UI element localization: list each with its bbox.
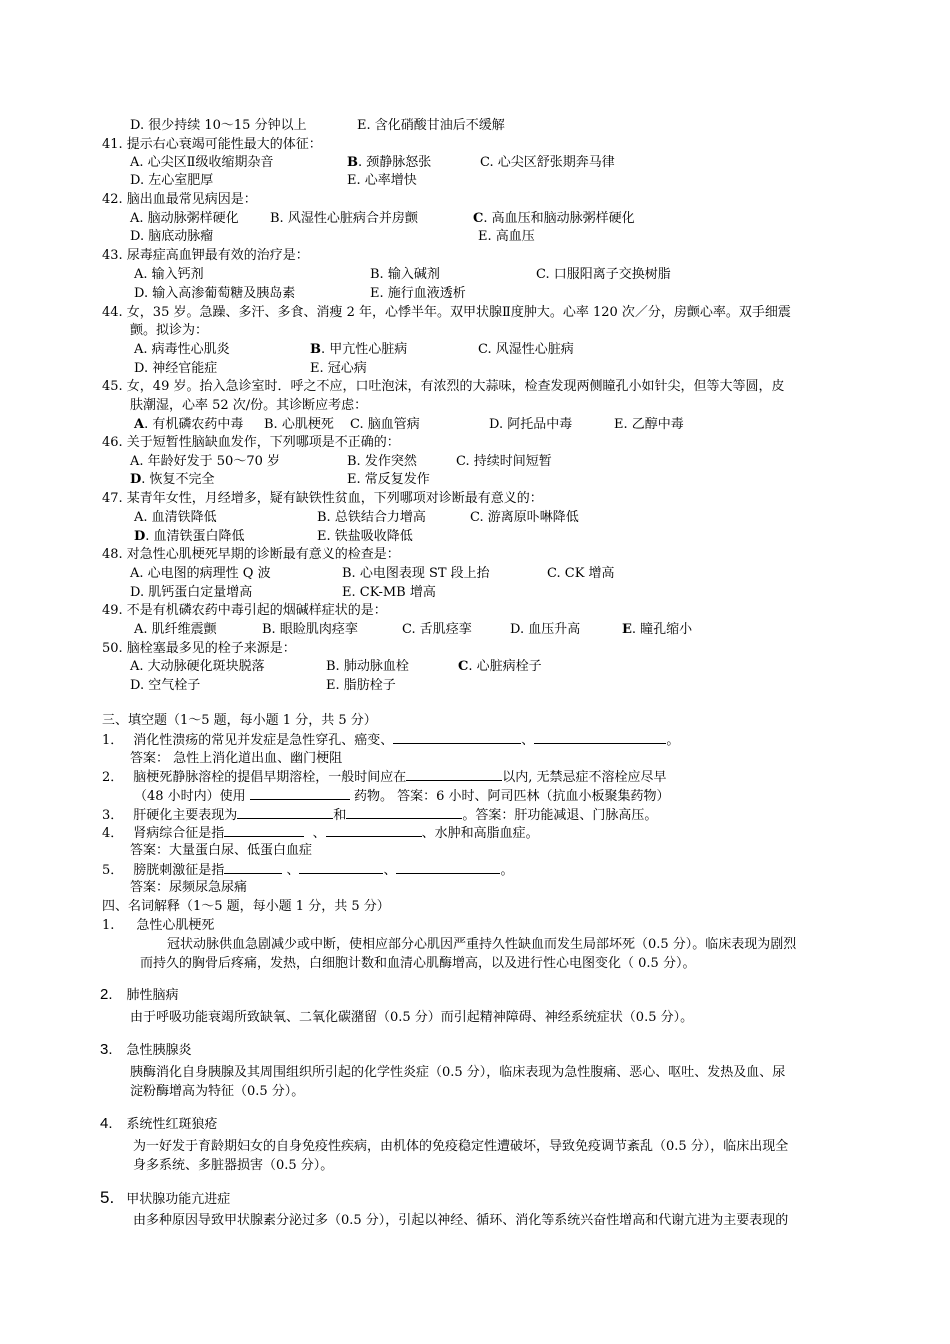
q48-stem: 48. 对急性心肌梗死早期的诊断最有意义的检查是： (102, 547, 400, 562)
fill-q5-answer: 答案：尿频尿急尿痛 (130, 880, 248, 895)
term-3-title: 3. 急性胰腺炎 (100, 1041, 192, 1058)
q41-option-e: E. 心率增快 (347, 173, 417, 188)
q44-option-a: A. 病毒性心肌炎 (134, 342, 230, 357)
q45-option-d: D. 阿托品中毒 (489, 417, 573, 432)
q49-option-b: B. 眼睑肌肉痉挛 (262, 622, 358, 637)
term-4-title: 4. 系统性红斑狼疮 (100, 1115, 218, 1132)
fill-q2-line2: （48 小时内）使用 药物。 答案：6 小时、阿司匹林（抗血小板聚集药物） (134, 789, 670, 804)
q46-option-b: B. 发作突然 (347, 454, 417, 469)
q41-option-b: B. 颈静脉怒张 (347, 155, 432, 170)
blank-line (406, 768, 502, 781)
fill-q1: 1． 消化性溃疡的常见并发症是急性穿孔、癌变、 、 。 (102, 733, 680, 748)
q43-option-b: B. 输入碱剂 (370, 267, 440, 282)
fill-q3: 3． 肝硬化主要表现为 和 。答案：肝功能减退、门脉高压。 (102, 808, 658, 823)
blank-line (396, 861, 500, 874)
q47-option-e: E. 铁盐吸收降低 (317, 529, 413, 544)
q48-option-a: A. 心电图的病理性 Q 波 (130, 566, 271, 581)
q49-stem: 49. 不是有机磷农药中毒引起的烟碱样症状的是： (102, 603, 387, 618)
blank-line (393, 731, 521, 744)
q50-option-a: A. 大动脉硬化斑块脱落 (130, 659, 265, 674)
q47-option-d: D. 血清铁蛋白降低 (134, 529, 245, 544)
q47-option-c: C. 游离原卟啉降低 (470, 510, 579, 525)
blank-line (250, 787, 350, 800)
q46-option-c: C. 持续时间短暂 (456, 454, 552, 469)
q47-option-a: A. 血清铁降低 (134, 510, 217, 525)
fill-q4: 4． 肾病综合征是指 、 、水肿和高脂血症。 (102, 826, 539, 841)
term-3-line2: 淀粉酶增高为特征（0.5 分）。 (130, 1084, 305, 1099)
fill-q5: 5． 膀胱刺激征是指 、 、 。 (102, 863, 514, 878)
q42-option-c: C. 高血压和脑动脉粥样硬化 (473, 211, 635, 226)
q41-option-d: D. 左心室肥厚 (130, 173, 214, 188)
fill-section-heading: 三、填空题（1～5 题，每小题 1 分，共 5 分） (102, 713, 377, 728)
q42-option-b: B. 风湿性心脏病合并房颤 (270, 211, 418, 226)
q41-option-c: C. 心尖区舒张期奔马律 (480, 155, 615, 170)
q49-option-d: D. 血压升高 (510, 622, 581, 637)
term-2-line1: 由于呼吸功能衰竭所致缺氧、二氧化碳潴留（0.5 分）而引起精神障碍、神经系统症状（0.5 分）。 (130, 1010, 694, 1025)
q41-stem: 41. 提示右心衰竭可能性最大的体征： (102, 137, 322, 152)
q49-option-e: E. 瞳孔缩小 (622, 622, 693, 637)
q46-option-a: A. 年龄好发于 50～70 岁 (130, 454, 281, 469)
q42-stem: 42. 脑出血最常见病因是： (102, 192, 257, 207)
q45-stem-line1: 45. 女，49 岁。抬入急诊室时．呼之不应，口吐泡沫，有浓烈的大蒜味，检查发现两侧瞳孔小如针尖，但等大等圆，皮 (102, 379, 785, 394)
q45-option-e: E. 乙醇中毒 (614, 417, 684, 432)
term-2-title: 2. 肺性脑病 (100, 986, 179, 1003)
q44-stem-line1: 44. 女，35 岁。急躁、多汗、多食、消瘦 2 年，心悸半年。双甲状腺Ⅱ度肿大。心率 120 次／分，房颤心率。双手细震 (102, 305, 791, 320)
fill-q4-answer: 答案：大量蛋白尿、低蛋白血症 (130, 843, 313, 858)
term-3-line1: 胰酶消化自身胰腺及其周围组织所引起的化学性炎症（0.5 分），临床表现为急性腹痛、恶心、呕吐、发热及血、尿 (130, 1065, 786, 1080)
q46-option-d: D. 恢复不完全 (130, 472, 215, 487)
term-4-line1: 为一好发于育龄期妇女的自身免疫性疾病，由机体的免疫稳定性遭破坏，导致免疫调节紊乱（0.5 分），临床出现全 (133, 1139, 789, 1154)
blank-line (534, 731, 666, 744)
q47-option-b: B. 总铁结合力增高 (317, 510, 426, 525)
q40-option-d: D. 很少持续 10～15 分钟以上 (130, 118, 307, 133)
q42-option-a: A. 脑动脉粥样硬化 (130, 211, 239, 226)
q43-option-e: E. 施行血液透析 (370, 286, 466, 301)
q43-stem: 43. 尿毒症高血钾最有效的治疗是： (102, 248, 309, 263)
q45-stem-line2: 肤潮湿，心率 52 次/份。其诊断应考虑： (130, 398, 368, 413)
q42-option-d: D. 脑底动脉瘤 (130, 229, 214, 244)
q48-option-d: D. 肌钙蛋白定量增高 (130, 585, 253, 600)
q45-option-c: C. 脑血管病 (350, 417, 420, 432)
q48-option-e: E. CK-MB 增高 (342, 585, 436, 600)
blank-line (299, 861, 383, 874)
q43-option-a: A. 输入钙剂 (134, 267, 204, 282)
q50-option-e: E. 脂肪栓子 (326, 678, 396, 693)
blank-line (326, 824, 422, 837)
q45-option-b: B. 心肌梗死 (264, 417, 334, 432)
q49-option-a: A. 肌纤维震颤 (134, 622, 217, 637)
term-1-line2: 而持久的胸骨后疼痛，发热，白细胞计数和血清心肌酶增高，以及进行性心电图变化（ 0.5 分）。 (140, 956, 696, 971)
q48-option-c: C. CK 增高 (547, 566, 615, 581)
q50-stem: 50. 脑栓塞最多见的栓子来源是： (102, 641, 296, 656)
blank-line (224, 824, 304, 837)
q44-option-e: E. 冠心病 (310, 361, 367, 376)
blank-line (237, 806, 333, 819)
term-4-line2: 身多系统、多脏器损害（0.5 分）。 (133, 1158, 334, 1173)
q50-option-d: D. 空气栓子 (130, 678, 201, 693)
q43-option-c: C. 口服阳离子交换树脂 (536, 267, 671, 282)
q42-option-e: E. 高血压 (478, 229, 535, 244)
term-1-title: 1. 急性心肌梗死 (102, 918, 215, 933)
term-5-line1: 由多种原因导致甲状腺素分泌过多（0.5 分），引起以神经、循环、消化等系统兴奋性增高和代谢亢进为主要表现的 (133, 1213, 789, 1228)
q44-option-d: D. 神经官能症 (134, 361, 218, 376)
q44-option-b: B. 甲亢性心脏病 (310, 342, 408, 357)
fill-q1-answer: 答案： 急性上消化道出血、幽门梗阻 (130, 751, 343, 766)
fill-q2: 2． 脑梗死静脉溶栓的提倡早期溶栓，一般时间应在 以内, 无禁忌症不溶栓应尽早 (102, 770, 667, 785)
term-1-line1: 冠状动脉供血急剧减少或中断，使相应部分心肌因严重持久性缺血而发生局部坏死（0.5 分）。临床表现为剧烈 (167, 937, 797, 952)
q43-option-d: D. 输入高渗葡萄糖及胰岛素 (134, 286, 296, 301)
q49-option-c: C. 舌肌痉挛 (402, 622, 472, 637)
q40-option-e: E. 含化硝酸甘油后不缓解 (357, 118, 505, 133)
q46-option-e: E. 常反复发作 (347, 472, 430, 487)
blank-line (346, 806, 462, 819)
q44-stem-line2: 颤。拟诊为： (130, 323, 209, 338)
terms-section-heading: 四、名词解释（1～5 题，每小题 1 分，共 5 分） (102, 899, 390, 914)
q50-option-c: C. 心脏病栓子 (458, 659, 542, 674)
q50-option-b: B. 肺动脉血栓 (326, 659, 409, 674)
q48-option-b: B. 心电图表现 ST 段上抬 (342, 566, 490, 581)
blank-line (224, 861, 282, 874)
q47-stem: 47. 某青年女性，月经增多，疑有缺铁性贫血，下列哪项对诊断最有意义的： (102, 491, 543, 506)
q46-stem: 46. 关于短暂性脑缺血发作，下列哪项是不正确的： (102, 435, 400, 450)
term-5-title: 5. 甲状腺功能亢进症 (100, 1188, 231, 1207)
q44-option-c: C. 风湿性心脏病 (478, 342, 574, 357)
q41-option-a: A. 心尖区Ⅱ级收缩期杂音 (130, 155, 274, 170)
q45-option-a: A. 有机磷农药中毒 (134, 417, 244, 432)
